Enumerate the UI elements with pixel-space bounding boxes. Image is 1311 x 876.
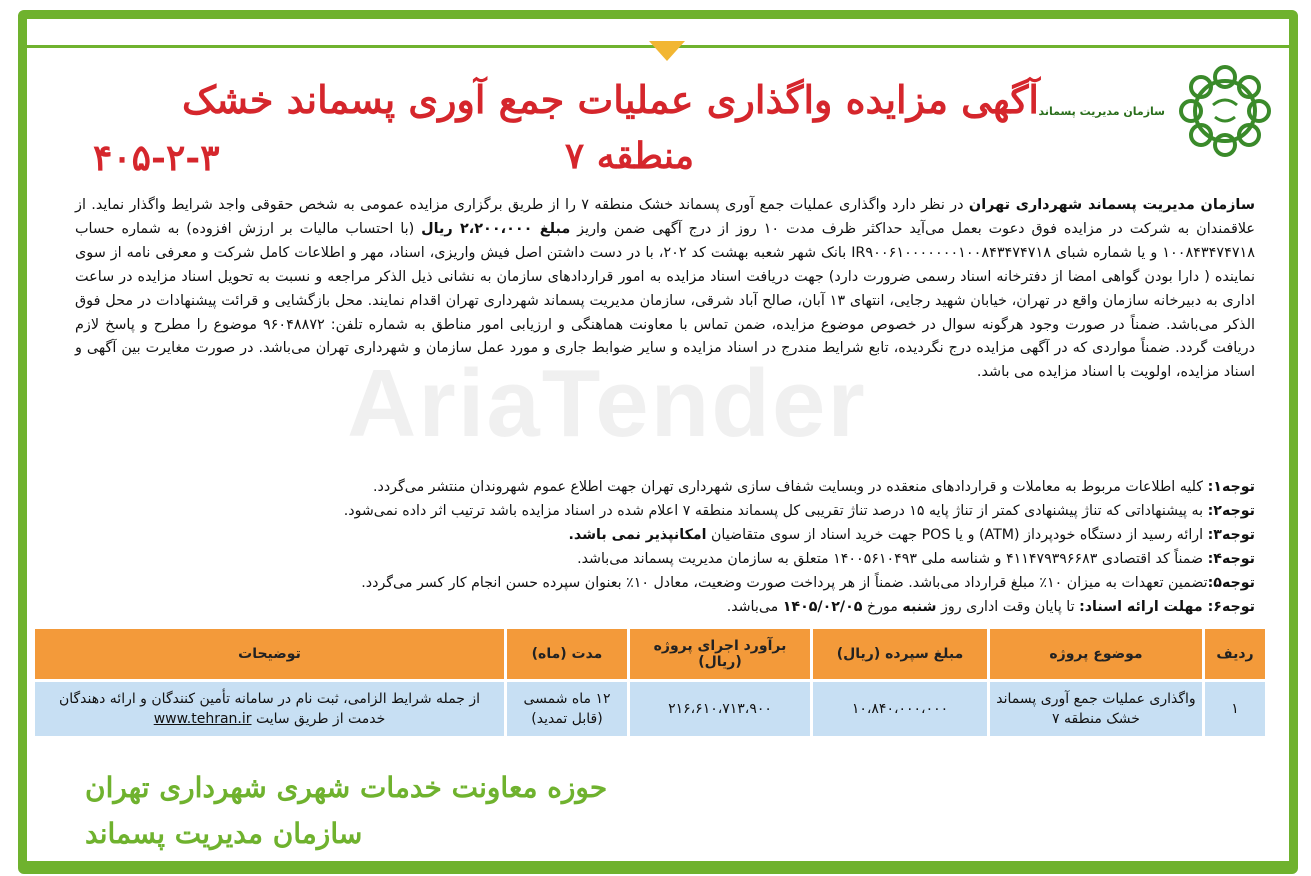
- notes-list: [75, 475, 1255, 619]
- cell-notes: [35, 682, 504, 736]
- note-text: تا پایان وقت اداری روز: [936, 599, 1080, 615]
- col-notes: توضیحات: [35, 629, 504, 679]
- tehran-municipality-logo-icon: [1173, 59, 1277, 163]
- note-text: می‌باشد.: [726, 599, 783, 615]
- note-label: توجه۶: مهلت ارائه اسناد:: [1079, 599, 1255, 615]
- note-text: کلیه اطلاعات مربوط به معاملات و قراردادهای منعقده در وبسایت شفاف سازی شهرداری تهران جهت اطلاع عموم شهروندان منتشر می‌گردد.: [373, 479, 1208, 495]
- watermark: AriaTender: [347, 350, 867, 457]
- org-name: سازمان مدیریت پسماند شهرداری تهران: [968, 197, 1255, 213]
- body-text-2: (با احتساب مالیات بر ارزش افزوده) به شماره حساب ۱۰۰۸۴۳۴۷۴۷۱۸ و یا شماره شبای IR۹۰۰۶۱۰۰۰۰۰۰۰۱۰۰۸۴۳۴۷۴۷۱۸ بانک شهر شعبه بهشت کد ۲۰۲، با در دست داشتن اصل فیش واریزی، اسناد، مهر و اطلاعات کامل شرکت و معرفی نامه از سوی نماینده ( دارا بودن گواهی امضا از دفترخانه اسناد رسمی ضرورت دارد) جهت دریافت اسناد مزایده به امور قراردادهای سازمان به نشانی ذیل الذکر مراجعه و نسبت به تحویل اسناد مزایده در ساعت اداری به دبیرخانه سازمان واقع در تهران، خیابان شهید رجایی، انتهای ۱۳ آبان، صالح آباد شرقی، سازمان مدیریت پسماند شهرداری تهران اقدام نمایند. محل بازگشایی و قرائت پیشنهادات در محل فوق الذکر می‌باشد. ضمناً در صورت وجود هرگونه سوال در خصوص موضوع مزایده، ضمن تماس با معاونت هماهنگی و ارزیابی امور مناطق به شماره تلفن: ۹۶۰۴۸۸۷۲ موضوع را مطرح و پاسخ لازم دریافت گردد. ضمناً مواردی که در آگهی مزایده درج نگردیده، تابع شرایط مندرج در اسناد مزایده و سایر ضوابط جاری و مورد عمل سازمان و شهرداری تهران می‌باشد. در صورت مغایرت بین آگهی و اسناد مزایده، اولویت با اسناد مزایده می باشد.: [75, 220, 1256, 381]
- footer-org: سازمان مدیریت پسماند: [85, 817, 363, 850]
- body-text-1: در نظر دارد واگذاری عملیات جمع آوری پسماند خشک منطقه ۷ را از طریق برگزاری مزایده عمومی به شخص حقوقی واجد شرایط واگذار نماید. از علاقمندان به شرکت در مزایده فوق دعوت بعمل می‌آید حداکثر ظرف مدت ۱۰ روز از درج آگهی ضمن واریز: [75, 197, 1256, 237]
- note-label: توجه۵:: [1207, 575, 1255, 591]
- ad-frame: [18, 10, 1298, 874]
- note-emphasis: شنبه: [902, 599, 937, 615]
- table-row: [35, 682, 1265, 736]
- ad-title: آگهی مزایده واگذاری عملیات جمع آوری پسماند خشک: [181, 77, 1039, 122]
- tehran-site-link[interactable]: www.tehran.ir: [153, 711, 252, 727]
- note-label: توجه۴:: [1207, 551, 1255, 567]
- note-label: توجه۲:: [1207, 503, 1255, 519]
- note-text: ارائه رسید از دستگاه خودپرداز (ATM) و یا POS جهت خرید اسناد از سوی متقاضیان: [706, 527, 1208, 543]
- table-header-row: [35, 629, 1265, 679]
- col-subject: موضوع پروژه: [990, 629, 1202, 679]
- col-duration: مدت (ماه): [507, 629, 627, 679]
- note-text: مورخ: [862, 599, 903, 615]
- col-index: ردیف: [1205, 629, 1265, 679]
- logo: [1038, 59, 1277, 169]
- project-table: [32, 626, 1268, 739]
- cell-estimate: ۲۱۶،۶۱۰،۷۱۳،۹۰۰: [630, 682, 810, 736]
- cell-deposit: ۱۰،۸۴۰،۰۰۰،۰۰۰: [813, 682, 987, 736]
- note-4: [75, 547, 1255, 571]
- note-emphasis: امکانپذیر نمی باشد.: [568, 527, 707, 543]
- ad-code: ۴۰۵-۲-۳: [93, 137, 220, 179]
- logo-label: سازمان مدیریت پسماند: [1038, 105, 1165, 118]
- note-6: [75, 595, 1255, 619]
- col-estimate: برآورد اجرای پروژه (ریال): [630, 629, 810, 679]
- deadline-date: ۱۴۰۵/۰۲/۰۵: [782, 599, 863, 615]
- note-text: ضمناً کد اقتصادی ۴۱۱۴۷۹۳۹۶۶۸۳ و شناسه ملی ۱۴۰۰۵۶۱۰۴۹۳ متعلق به سازمان مدیریت پسماند می‌باشد.: [577, 551, 1208, 567]
- ad-body: [75, 194, 1255, 385]
- cell-subject: واگذاری عملیات جمع آوری پسماند خشک منطقه ۷: [990, 682, 1202, 736]
- cell-duration: ۱۲ ماه شمسی (قابل تمدید): [507, 682, 627, 736]
- footer-deputy: حوزه معاونت خدمات شهری شهرداری تهران: [85, 771, 608, 804]
- ad-title-region: منطقه ۷: [564, 135, 694, 177]
- col-deposit: مبلغ سپرده (ریال): [813, 629, 987, 679]
- bottom-bar: [27, 861, 1289, 865]
- note-1: [75, 475, 1255, 499]
- note-label: توجه۱:: [1207, 479, 1255, 495]
- body-paragraph: [75, 194, 1255, 385]
- note-text: تضمین تعهدات به میزان ۱۰٪ مبلغ قرارداد می‌باشد. ضمناً از هر پرداخت صورت وضعیت، معادل ۱۰٪ بعنوان سپرده حسن انجام کار کسر می‌گردد.: [361, 575, 1208, 591]
- note-5: [75, 571, 1255, 595]
- note-3: [75, 523, 1255, 547]
- cell-index: ۱: [1205, 682, 1265, 736]
- note-label: توجه۳:: [1207, 527, 1255, 543]
- note-text: به پیشنهاداتی که تناژ پیشنهادی کمتر از تناژ پایه ۱۵ درصد تناژ تقریبی کل پسماند منطقه ۷ اعلام شده در اسناد مزایده باشد ترتیب اثر داده نمی‌شود.: [343, 503, 1208, 519]
- note-2: [75, 499, 1255, 523]
- notes-text: از جمله شرایط الزامی، ثبت نام در سامانه تأمین کنندگان و ارائه دهندگان خدمت از طریق سایت: [58, 691, 481, 727]
- top-triangle-icon: [649, 41, 685, 61]
- deposit-amount: مبلغ ۲،۲۰۰،۰۰۰ ریال: [421, 220, 571, 237]
